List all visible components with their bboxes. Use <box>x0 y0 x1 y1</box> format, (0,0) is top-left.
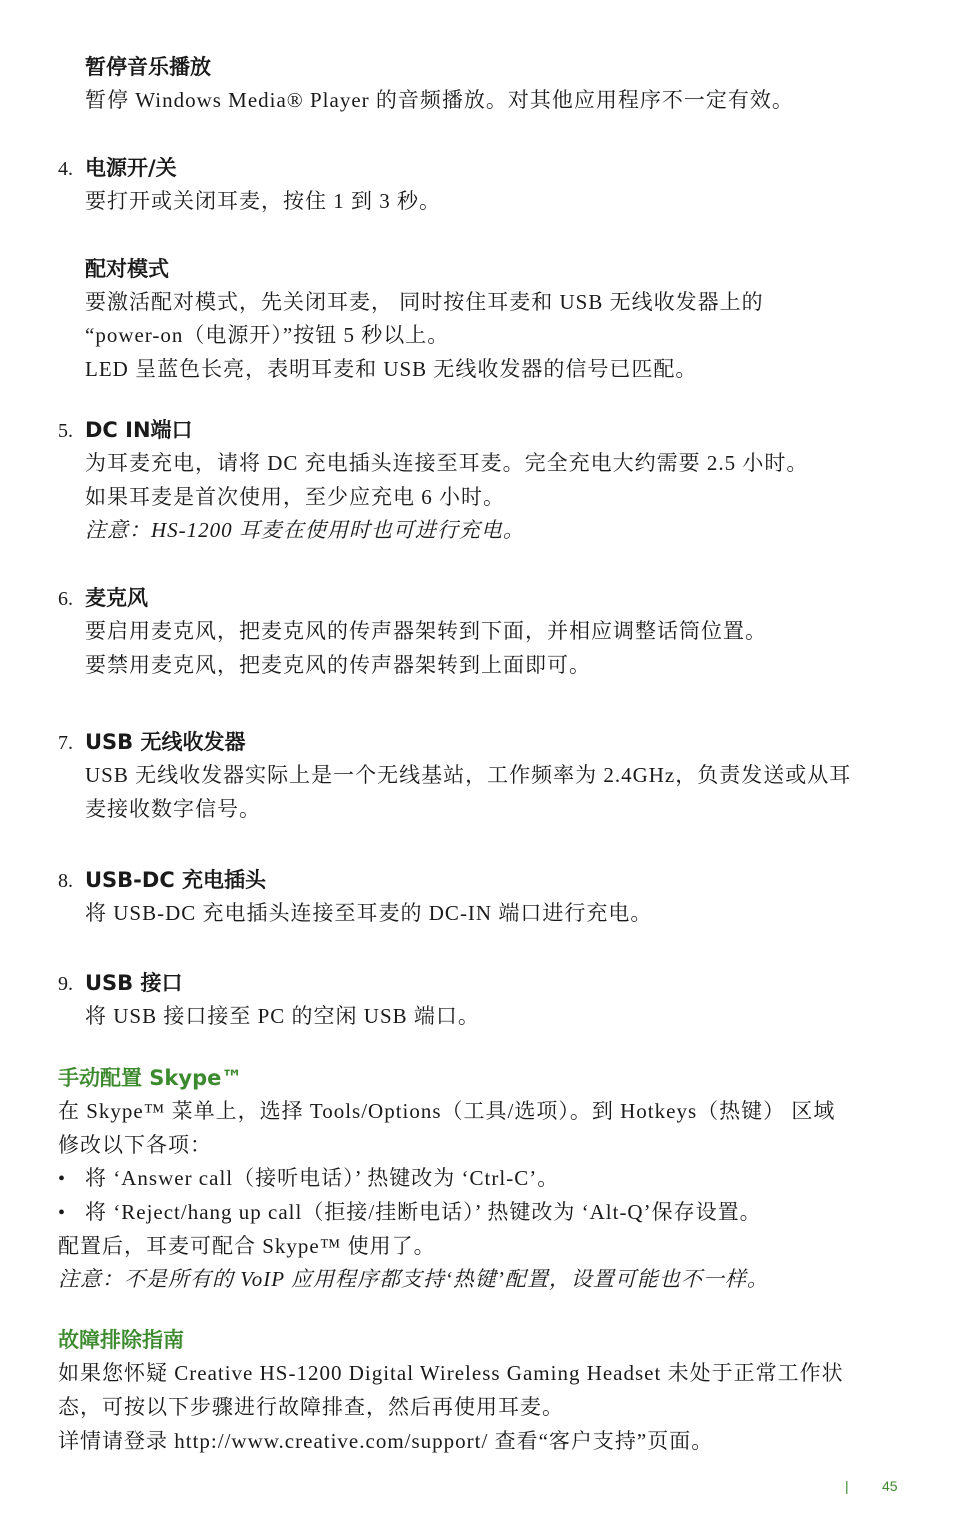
heading-pause-music: 暂停音乐播放 <box>85 55 211 79</box>
heading-dc-in: DC IN端口 <box>85 418 193 442</box>
pairing-text-2: “power-on（电源开）”按钮 5 秒以上。 <box>85 323 450 347</box>
usb-connector-text: 将 USB 接口接至 PC 的空闲 USB 端口。 <box>85 1004 480 1028</box>
page-number: 45 <box>882 1478 898 1494</box>
skype-bullet-1: 将 ‘Answer call（接听电话）’ 热键改为 ‘Ctrl-C’。 <box>85 1166 560 1190</box>
usb-transceiver-text-2: 麦接收数字信号。 <box>85 797 261 821</box>
item-number-5: 5. <box>58 420 73 442</box>
dc-in-text-2: 如果耳麦是首次使用，至少应充电 6 小时。 <box>85 485 505 509</box>
item-number-4: 4. <box>58 158 73 180</box>
power-text: 要打开或关闭耳麦，按住 1 到 3 秒。 <box>85 189 441 213</box>
heading-skype-config: 手动配置 Skype™ <box>58 1066 243 1090</box>
heading-usb-connector: USB 接口 <box>85 971 183 995</box>
skype-note: 注意：不是所有的 VoIP 应用程序都支持‘热键’配置，设置可能也不一样。 <box>58 1267 769 1291</box>
heading-usb-transceiver: USB 无线收发器 <box>85 730 246 754</box>
item-number-6: 6. <box>58 588 73 610</box>
skype-text-2: 修改以下各项： <box>58 1133 212 1157</box>
heading-microphone: 麦克风 <box>85 586 148 610</box>
skype-bullet-2: 将 ‘Reject/hang up call（拒接/挂断电话）’ 热键改为 ‘Alt-Q’保存设置。 <box>85 1200 762 1224</box>
troubleshooting-text-2: 态，可按以下步骤进行故障排查，然后再使用耳麦。 <box>58 1395 564 1419</box>
pause-music-text: 暂停 Windows Media® Player 的音频播放。对其他应用程序不一定有效。 <box>85 88 794 112</box>
bullet-dot: • <box>58 1168 66 1190</box>
dc-in-note: 注意：HS-1200 耳麦在使用时也可进行充电。 <box>85 518 525 542</box>
pairing-text-3: LED 呈蓝色长亮，表明耳麦和 USB 无线收发器的信号已匹配。 <box>85 357 698 381</box>
heading-usb-dc-plug: USB-DC 充电插头 <box>85 868 267 892</box>
heading-pairing: 配对模式 <box>85 257 169 281</box>
heading-power: 电源开/关 <box>85 156 177 180</box>
usb-transceiver-text-1: USB 无线收发器实际上是一个无线基站，工作频率为 2.4GHz，负责发送或从耳 <box>85 763 852 787</box>
pairing-text-1: 要激活配对模式，先关闭耳麦， 同时按住耳麦和 USB 无线收发器上的 <box>85 290 764 314</box>
bullet-dot: • <box>58 1202 66 1224</box>
item-number-7: 7. <box>58 732 73 754</box>
item-number-8: 8. <box>58 870 73 892</box>
heading-troubleshooting: 故障排除指南 <box>58 1328 184 1352</box>
skype-text-3: 配置后，耳麦可配合 Skype™ 使用了。 <box>58 1234 436 1258</box>
item-number-9: 9. <box>58 973 73 995</box>
skype-text-1: 在 Skype™ 菜单上，选择 Tools/Options（工具/选项）。到 Hotkeys（热键） 区域 <box>58 1099 836 1123</box>
dc-in-text-1: 为耳麦充电，请将 DC 充电插头连接至耳麦。完全充电大约需要 2.5 小时。 <box>85 451 809 475</box>
footer-separator: | <box>845 1478 849 1494</box>
troubleshooting-text-3: 详情请登录 http://www.creative.com/support/ 查看“客户支持”页面。 <box>58 1429 714 1453</box>
usb-dc-plug-text: 将 USB-DC 充电插头连接至耳麦的 DC-IN 端口进行充电。 <box>85 901 653 925</box>
troubleshooting-text-1: 如果您怀疑 Creative HS-1200 Digital Wireless Gaming Headset 未处于正常工作状 <box>58 1361 844 1385</box>
microphone-text-2: 要禁用麦克风，把麦克风的传声器架转到上面即可。 <box>85 653 591 677</box>
microphone-text-1: 要启用麦克风，把麦克风的传声器架转到下面，并相应调整话筒位置。 <box>85 619 767 643</box>
